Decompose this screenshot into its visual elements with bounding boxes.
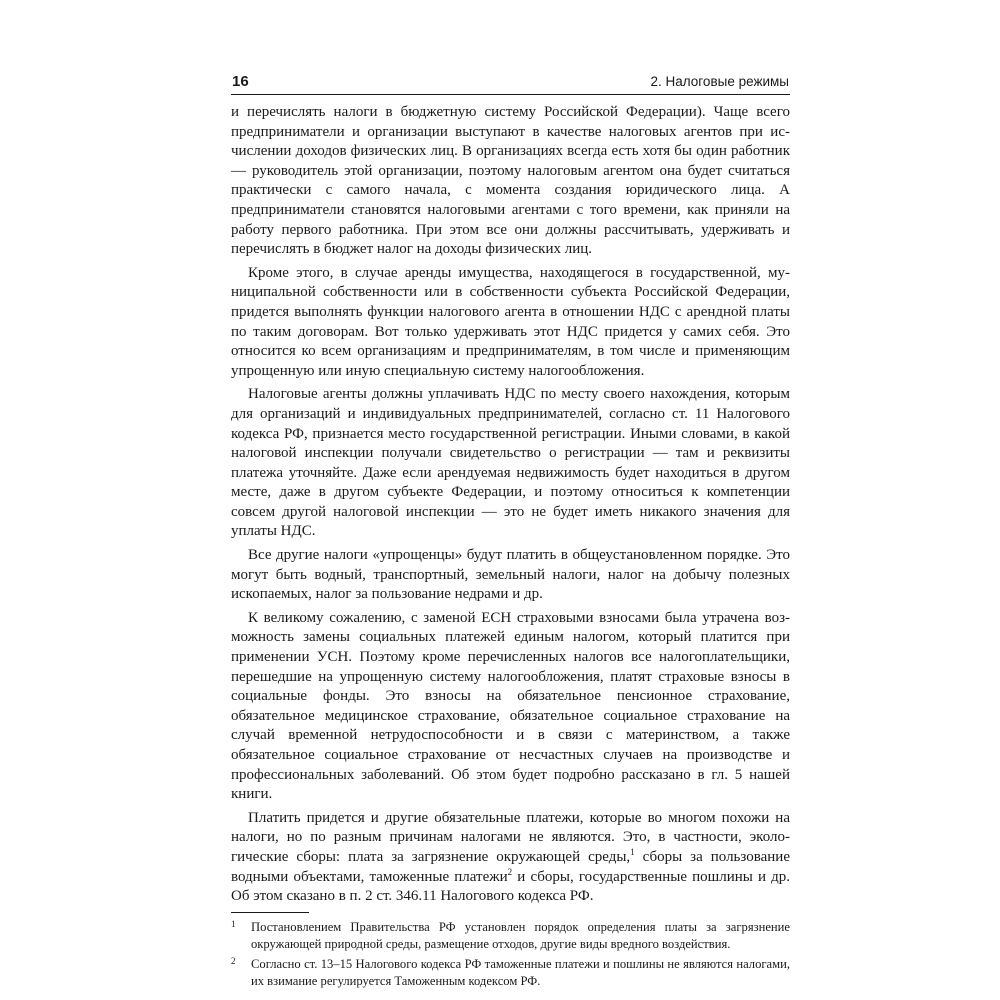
paragraph: и перечислять налоги в бюджетную систему Российской Федерации). Чаще всего предприниматели и организации выступают в качестве налоговых агентов при исчислении доходов физических лиц. В организациях всегда есть хотя бы один работник — руководитель этой организации, поэтому налоговым агентом она будет считаться практически с самого начала, с момента создания юридического лица. А предприниматели становятся налоговыми агентами с того времени, как приняли на работу первого работника. При этом все они должны рассчитывать, удерживать и перечислять в бюджет налог на доходы физических лиц. [231, 104, 790, 258]
running-header [231, 70, 790, 95]
book-page [231, 70, 791, 988]
page-number: 16 [232, 73, 249, 90]
chapter-title: 2. Налоговые режимы [650, 74, 789, 89]
paragraph: Налоговые агенты должны уплачивать НДС по месту своего нахождения, которым для организаций и индивидуальных предпринимателей, согласно ст. 11 Налогового кодекса РФ, признается место государственной регистрации. Иными словами, в какой налоговой инспекции получали свидетельство о регистрации — там и реквизиты платежа уточняйте. Даже если арендуемая недвижимость будет находиться в другом месте, даже в другом субъекте Федерации, и поэтому относиться к компетенции совсем другой налоговой инспекции — это не будет иметь никакого значения для уплаты НДС. [231, 386, 790, 540]
footnote-ref-2[interactable]: 2 [507, 866, 513, 877]
footnote-2 [231, 956, 790, 989]
paragraph-text: Платить придется и другие обязательные платежи, которые во многом похожи на налоги, но по разным причинам налогами не являются. Это, в частности, экологические сборы: плата за загрязнение окружающей среды, [231, 809, 790, 865]
footnote-divider [231, 912, 309, 913]
footnote-1 [231, 919, 790, 952]
paragraph: Все другие налоги «упрощенцы» будут платить в общеустановленном порядке. Это могут быть водный, транспортный, земельный налоги, налог на добычу полезных ископаемых, налог за пользование недрами и др. [231, 547, 790, 603]
footnotes [231, 919, 790, 993]
footnote-text: Согласно ст. 13–15 Налогового кодекса РФ таможенные платежи и пошлины не являются налогами, их взимание регулируется Таможенным кодексом РФ. [251, 957, 790, 988]
footnote-mark: 2 [231, 956, 236, 967]
footnote-mark: 1 [231, 919, 236, 929]
paragraph: К великому сожалению, с заменой ЕСН страховыми взносами была утрачена возможность замены социальных платежей единым налогом, который платится при применении УСН. Поэтому кроме перечисленных налогов все налогоплательщики, перешедшие на упрощенную систему налогообложения, платят страховые взносы в социальные фонды. Это взносы на обязательное пенсионное страхование, обязательное медицинское страхование, обязательное социальное страхование на случай временной нетрудоспособности и в связи с материнством, а также обязательное социальное страхование от несчастных случаев на производстве и профессиональных заболеваний. Об этом будет подробно рассказано в гл. 5 нашей книги. [231, 609, 790, 803]
paragraph [231, 809, 790, 907]
footnote-ref-1[interactable]: 1 [630, 846, 635, 857]
main-text [231, 103, 790, 911]
paragraph-text: сборы за пользование водными объектами, таможенные платежи [231, 848, 790, 885]
paragraph: Кроме этого, в случае аренды имущества, находящегося в государственной, муниципальной собственности или в собственности субъекта Российской Федерации, придется выполнять функции налогового агента в отношении НДС с арендной платы по таким договорам. Вот только удерживать этот НДС придется у самих себя. Это относится ко всем организациям и предпринимателям, в том числе и применяющим упрощенную или иную специальную систему налогообложения. [231, 264, 790, 379]
paragraph-text: и сборы, государственные пошлины и др. Об этом сказано в п. 2 ст. 346.11 Налогового кодекса РФ. [231, 868, 791, 905]
footnote-text: Постановлением Правительства РФ установлен порядок определения платы за загрязнение окружающей природной среды, размещение отходов, другие виды вредного воздействия. [251, 920, 790, 951]
